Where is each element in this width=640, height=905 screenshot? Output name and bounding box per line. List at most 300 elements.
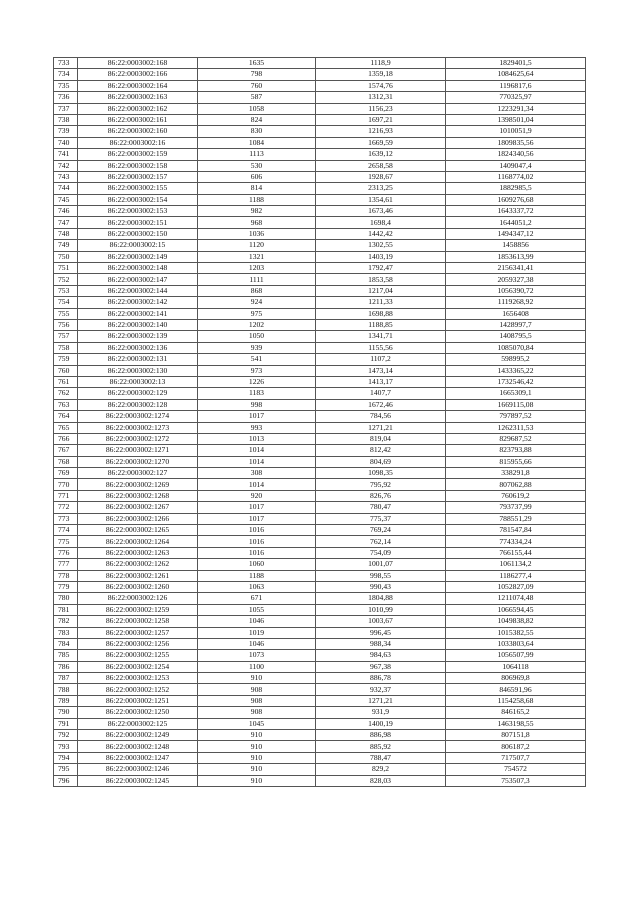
unit-value-cell: 1010,99 — [316, 604, 446, 615]
table-row — [54, 183, 586, 194]
table-row — [54, 342, 586, 353]
cadastral-value-cell: 2059327,38 — [446, 274, 586, 285]
cadastral-number-cell: 86:22:0003002:129 — [78, 388, 198, 399]
table-row — [54, 137, 586, 148]
area-cell: 910 — [198, 764, 316, 775]
table-row — [54, 673, 586, 684]
unit-value-cell: 1271,21 — [316, 422, 446, 433]
area-cell: 1113 — [198, 149, 316, 160]
unit-value-cell: 804,69 — [316, 456, 446, 467]
unit-value-cell: 1672,46 — [316, 399, 446, 410]
area-cell: 868 — [198, 285, 316, 296]
area-cell: 1036 — [198, 228, 316, 239]
table-row — [54, 752, 586, 763]
cadastral-value-cell: 766155,44 — [446, 547, 586, 558]
area-cell: 1063 — [198, 581, 316, 592]
cadastral-value-cell: 1211074,48 — [446, 593, 586, 604]
row-number-cell: 764 — [54, 411, 78, 422]
unit-value-cell: 1698,4 — [316, 217, 446, 228]
table-row — [54, 103, 586, 114]
cadastral-value-cell: 807151,8 — [446, 730, 586, 741]
row-number-cell: 754 — [54, 297, 78, 308]
cadastral-number-cell: 86:22:0003002:161 — [78, 114, 198, 125]
table-row — [54, 228, 586, 239]
row-number-cell: 738 — [54, 114, 78, 125]
table-row — [54, 126, 586, 137]
table-row — [54, 411, 586, 422]
table-row — [54, 217, 586, 228]
cadastral-number-cell: 86:22:0003002:130 — [78, 365, 198, 376]
area-cell: 671 — [198, 593, 316, 604]
cadastral-number-cell: 86:22:0003002:164 — [78, 80, 198, 91]
area-cell: 1202 — [198, 319, 316, 330]
unit-value-cell: 754,09 — [316, 547, 446, 558]
cadastral-number-cell: 86:22:0003002:1267 — [78, 502, 198, 513]
cadastral-value-cell: 1010051,9 — [446, 126, 586, 137]
area-cell: 1120 — [198, 240, 316, 251]
unit-value-cell: 1107,2 — [316, 354, 446, 365]
table-row — [54, 297, 586, 308]
area-cell: 1073 — [198, 650, 316, 661]
row-number-cell: 785 — [54, 650, 78, 661]
area-cell: 1188 — [198, 570, 316, 581]
unit-value-cell: 1302,55 — [316, 240, 446, 251]
cadastral-value-cell: 717507,7 — [446, 752, 586, 763]
cadastral-number-cell: 86:22:0003002:1247 — [78, 752, 198, 763]
cadastral-value-cell: 1056507,99 — [446, 650, 586, 661]
cadastral-value-cell: 1732546,42 — [446, 376, 586, 387]
row-number-cell: 751 — [54, 263, 78, 274]
row-number-cell: 778 — [54, 570, 78, 581]
cadastral-value-cell: 1196817,6 — [446, 80, 586, 91]
table-row — [54, 80, 586, 91]
cadastral-value-cell: 1428997,7 — [446, 319, 586, 330]
row-number-cell: 753 — [54, 285, 78, 296]
unit-value-cell: 819,04 — [316, 433, 446, 444]
row-number-cell: 763 — [54, 399, 78, 410]
unit-value-cell: 1341,71 — [316, 331, 446, 342]
cadastral-number-cell: 86:22:0003002:149 — [78, 251, 198, 262]
unit-value-cell: 1003,67 — [316, 616, 446, 627]
cadastral-number-cell: 86:22:0003002:1274 — [78, 411, 198, 422]
cadastral-value-cell: 1463198,55 — [446, 718, 586, 729]
cadastral-number-cell: 86:22:0003002:1268 — [78, 490, 198, 501]
table-body — [54, 58, 586, 787]
table-row — [54, 206, 586, 217]
row-number-cell: 740 — [54, 137, 78, 148]
cadastral-value-cell: 1064118 — [446, 661, 586, 672]
area-cell: 1203 — [198, 263, 316, 274]
cadastral-number-cell: 86:22:0003002:158 — [78, 160, 198, 171]
area-cell: 1046 — [198, 616, 316, 627]
table-row — [54, 627, 586, 638]
row-number-cell: 786 — [54, 661, 78, 672]
cadastral-number-cell: 86:22:0003002:144 — [78, 285, 198, 296]
row-number-cell: 789 — [54, 695, 78, 706]
cadastral-number-cell: 86:22:0003002:139 — [78, 331, 198, 342]
row-number-cell: 737 — [54, 103, 78, 114]
unit-value-cell: 967,38 — [316, 661, 446, 672]
unit-value-cell: 1188,85 — [316, 319, 446, 330]
table-row — [54, 422, 586, 433]
table-row — [54, 365, 586, 376]
unit-value-cell: 762,14 — [316, 536, 446, 547]
area-cell: 587 — [198, 92, 316, 103]
cadastral-value-cell: 1186277,4 — [446, 570, 586, 581]
unit-value-cell: 1155,56 — [316, 342, 446, 353]
table-row — [54, 376, 586, 387]
table-row — [54, 581, 586, 592]
unit-value-cell: 1271,21 — [316, 695, 446, 706]
cadastral-value-cell: 1033803,64 — [446, 638, 586, 649]
table-row — [54, 331, 586, 342]
cadastral-number-cell: 86:22:0003002:1250 — [78, 707, 198, 718]
unit-value-cell: 1312,31 — [316, 92, 446, 103]
cadastral-number-cell: 86:22:0003002:1245 — [78, 775, 198, 786]
cadastral-number-cell: 86:22:0003002:153 — [78, 206, 198, 217]
area-cell: 824 — [198, 114, 316, 125]
cadastral-value-cell: 1085070,84 — [446, 342, 586, 353]
cadastral-value-cell: 598995,2 — [446, 354, 586, 365]
table-row — [54, 559, 586, 570]
unit-value-cell: 1118,9 — [316, 58, 446, 69]
area-cell: 910 — [198, 752, 316, 763]
area-cell: 1016 — [198, 547, 316, 558]
cadastral-number-cell: 86:22:0003002:1270 — [78, 456, 198, 467]
unit-value-cell: 1804,88 — [316, 593, 446, 604]
cadastral-value-cell: 806969,8 — [446, 673, 586, 684]
cadastral-number-cell: 86:22:0003002:1273 — [78, 422, 198, 433]
table-row — [54, 274, 586, 285]
table-row — [54, 525, 586, 536]
unit-value-cell: 826,76 — [316, 490, 446, 501]
unit-value-cell: 996,45 — [316, 627, 446, 638]
cadastral-value-cell: 1643337,72 — [446, 206, 586, 217]
table-row — [54, 730, 586, 741]
row-number-cell: 769 — [54, 468, 78, 479]
area-cell: 1014 — [198, 479, 316, 490]
area-cell: 998 — [198, 399, 316, 410]
table-row — [54, 604, 586, 615]
cadastral-number-cell: 86:22:0003002:140 — [78, 319, 198, 330]
cadastral-value-cell: 846591,96 — [446, 684, 586, 695]
area-cell: 1046 — [198, 638, 316, 649]
unit-value-cell: 1792,47 — [316, 263, 446, 274]
table-row — [54, 650, 586, 661]
cadastral-value-cell: 829687,52 — [446, 433, 586, 444]
unit-value-cell: 1217,04 — [316, 285, 446, 296]
cadastral-number-cell: 86:22:0003002:150 — [78, 228, 198, 239]
cadastral-number-cell: 86:22:0003002:1261 — [78, 570, 198, 581]
row-number-cell: 743 — [54, 171, 78, 182]
area-cell: 1226 — [198, 376, 316, 387]
cadastral-number-cell: 86:22:0003002:126 — [78, 593, 198, 604]
row-number-cell: 758 — [54, 342, 78, 353]
cadastral-number-cell: 86:22:0003002:1248 — [78, 741, 198, 752]
unit-value-cell: 775,37 — [316, 513, 446, 524]
table-row — [54, 69, 586, 80]
table-row — [54, 593, 586, 604]
unit-value-cell: 886,78 — [316, 673, 446, 684]
row-number-cell: 794 — [54, 752, 78, 763]
table-row — [54, 456, 586, 467]
area-cell: 920 — [198, 490, 316, 501]
unit-value-cell: 784,56 — [316, 411, 446, 422]
cadastral-number-cell: 86:22:0003002:160 — [78, 126, 198, 137]
table-row — [54, 468, 586, 479]
table-row — [54, 684, 586, 695]
cadastral-number-cell: 86:22:0003002:1263 — [78, 547, 198, 558]
row-number-cell: 747 — [54, 217, 78, 228]
cadastral-number-cell: 86:22:0003002:13 — [78, 376, 198, 387]
area-cell: 1019 — [198, 627, 316, 638]
cadastral-number-cell: 86:22:0003002:166 — [78, 69, 198, 80]
table-row — [54, 114, 586, 125]
row-number-cell: 748 — [54, 228, 78, 239]
table-row — [54, 263, 586, 274]
cadastral-number-cell: 86:22:0003002:1264 — [78, 536, 198, 547]
row-number-cell: 765 — [54, 422, 78, 433]
cadastral-number-cell: 86:22:0003002:15 — [78, 240, 198, 251]
cadastral-value-cell: 753507,3 — [446, 775, 586, 786]
row-number-cell: 749 — [54, 240, 78, 251]
cadastral-value-cell: 1084625,64 — [446, 69, 586, 80]
row-number-cell: 791 — [54, 718, 78, 729]
cadastral-number-cell: 86:22:0003002:131 — [78, 354, 198, 365]
row-number-cell: 733 — [54, 58, 78, 69]
cadastral-number-cell: 86:22:0003002:125 — [78, 718, 198, 729]
unit-value-cell: 998,55 — [316, 570, 446, 581]
cadastral-value-cell: 1223291,34 — [446, 103, 586, 114]
cadastral-value-table — [53, 57, 586, 787]
cadastral-value-cell: 1015382,55 — [446, 627, 586, 638]
cadastral-value-cell: 754572 — [446, 764, 586, 775]
area-cell: 908 — [198, 695, 316, 706]
unit-value-cell: 1407,7 — [316, 388, 446, 399]
cadastral-value-cell: 1882985,5 — [446, 183, 586, 194]
area-cell: 1017 — [198, 411, 316, 422]
area-cell: 1084 — [198, 137, 316, 148]
area-cell: 1635 — [198, 58, 316, 69]
row-number-cell: 756 — [54, 319, 78, 330]
unit-value-cell: 2313,25 — [316, 183, 446, 194]
cadastral-number-cell: 86:22:0003002:163 — [78, 92, 198, 103]
row-number-cell: 792 — [54, 730, 78, 741]
cadastral-value-cell: 793737,99 — [446, 502, 586, 513]
cadastral-number-cell: 86:22:0003002:155 — [78, 183, 198, 194]
cadastral-value-cell: 1669115,08 — [446, 399, 586, 410]
area-cell: 1016 — [198, 525, 316, 536]
table-row — [54, 502, 586, 513]
cadastral-number-cell: 86:22:0003002:1253 — [78, 673, 198, 684]
cadastral-value-cell: 1154258,68 — [446, 695, 586, 706]
area-cell: 541 — [198, 354, 316, 365]
unit-value-cell: 1354,61 — [316, 194, 446, 205]
area-cell: 973 — [198, 365, 316, 376]
row-number-cell: 773 — [54, 513, 78, 524]
cadastral-value-cell: 1809835,56 — [446, 137, 586, 148]
table-row — [54, 570, 586, 581]
area-cell: 1016 — [198, 536, 316, 547]
table-row — [54, 616, 586, 627]
area-cell: 1017 — [198, 502, 316, 513]
unit-value-cell: 769,24 — [316, 525, 446, 536]
cadastral-value-cell: 1824340,56 — [446, 149, 586, 160]
area-cell: 939 — [198, 342, 316, 353]
cadastral-value-cell: 815955,66 — [446, 456, 586, 467]
unit-value-cell: 1413,17 — [316, 376, 446, 387]
unit-value-cell: 1639,12 — [316, 149, 446, 160]
unit-value-cell: 1473,14 — [316, 365, 446, 376]
cadastral-value-cell: 781547,84 — [446, 525, 586, 536]
unit-value-cell: 2658,58 — [316, 160, 446, 171]
table-row — [54, 741, 586, 752]
table-row — [54, 718, 586, 729]
cadastral-number-cell: 86:22:0003002:1272 — [78, 433, 198, 444]
cadastral-number-cell: 86:22:0003002:1252 — [78, 684, 198, 695]
area-cell: 910 — [198, 775, 316, 786]
area-cell: 308 — [198, 468, 316, 479]
unit-value-cell: 1673,46 — [316, 206, 446, 217]
cadastral-number-cell: 86:22:0003002:1249 — [78, 730, 198, 741]
row-number-cell: 784 — [54, 638, 78, 649]
row-number-cell: 777 — [54, 559, 78, 570]
area-cell: 1100 — [198, 661, 316, 672]
cadastral-value-cell: 1398501,04 — [446, 114, 586, 125]
row-number-cell: 780 — [54, 593, 78, 604]
area-cell: 910 — [198, 673, 316, 684]
area-cell: 814 — [198, 183, 316, 194]
unit-value-cell: 812,42 — [316, 445, 446, 456]
row-number-cell: 771 — [54, 490, 78, 501]
cadastral-number-cell: 86:22:0003002:141 — [78, 308, 198, 319]
cadastral-value-cell: 1052827,09 — [446, 581, 586, 592]
row-number-cell: 762 — [54, 388, 78, 399]
unit-value-cell: 1211,33 — [316, 297, 446, 308]
table-row — [54, 58, 586, 69]
table-row — [54, 171, 586, 182]
row-number-cell: 793 — [54, 741, 78, 752]
cadastral-value-cell: 1056390,72 — [446, 285, 586, 296]
cadastral-number-cell: 86:22:0003002:1266 — [78, 513, 198, 524]
row-number-cell: 734 — [54, 69, 78, 80]
cadastral-number-cell: 86:22:0003002:157 — [78, 171, 198, 182]
cadastral-value-cell: 1061134,2 — [446, 559, 586, 570]
area-cell: 1045 — [198, 718, 316, 729]
cadastral-value-cell: 797897,52 — [446, 411, 586, 422]
table-row — [54, 399, 586, 410]
cadastral-value-cell: 1409047,4 — [446, 160, 586, 171]
table-row — [54, 547, 586, 558]
area-cell: 830 — [198, 126, 316, 137]
area-cell: 1013 — [198, 433, 316, 444]
table-row — [54, 638, 586, 649]
row-number-cell: 759 — [54, 354, 78, 365]
cadastral-value-cell: 2156341,41 — [446, 263, 586, 274]
area-cell: 798 — [198, 69, 316, 80]
row-number-cell: 744 — [54, 183, 78, 194]
unit-value-cell: 1098,35 — [316, 468, 446, 479]
unit-value-cell: 795,92 — [316, 479, 446, 490]
area-cell: 982 — [198, 206, 316, 217]
cadastral-value-cell: 774334,24 — [446, 536, 586, 547]
table-row — [54, 536, 586, 547]
row-number-cell: 779 — [54, 581, 78, 592]
row-number-cell: 796 — [54, 775, 78, 786]
area-cell: 606 — [198, 171, 316, 182]
row-number-cell: 781 — [54, 604, 78, 615]
cadastral-value-cell: 806187,2 — [446, 741, 586, 752]
row-number-cell: 776 — [54, 547, 78, 558]
row-number-cell: 741 — [54, 149, 78, 160]
cadastral-number-cell: 86:22:0003002:159 — [78, 149, 198, 160]
area-cell: 993 — [198, 422, 316, 433]
cadastral-value-cell: 338291,8 — [446, 468, 586, 479]
cadastral-number-cell: 86:22:0003002:1257 — [78, 627, 198, 638]
table-row — [54, 490, 586, 501]
cadastral-number-cell: 86:22:0003002:1254 — [78, 661, 198, 672]
row-number-cell: 768 — [54, 456, 78, 467]
table-row — [54, 764, 586, 775]
cadastral-value-cell: 823793,88 — [446, 445, 586, 456]
row-number-cell: 790 — [54, 707, 78, 718]
unit-value-cell: 1403,19 — [316, 251, 446, 262]
table-row — [54, 354, 586, 365]
cadastral-value-cell: 1853613,99 — [446, 251, 586, 262]
unit-value-cell: 1001,07 — [316, 559, 446, 570]
row-number-cell: 757 — [54, 331, 78, 342]
area-cell: 1055 — [198, 604, 316, 615]
cadastral-number-cell: 86:22:0003002:1265 — [78, 525, 198, 536]
cadastral-value-cell: 770325,97 — [446, 92, 586, 103]
cadastral-value-cell: 1458856 — [446, 240, 586, 251]
area-cell: 910 — [198, 741, 316, 752]
area-cell: 924 — [198, 297, 316, 308]
row-number-cell: 782 — [54, 616, 78, 627]
cadastral-number-cell: 86:22:0003002:1255 — [78, 650, 198, 661]
row-number-cell: 788 — [54, 684, 78, 695]
cadastral-value-cell: 1066594,45 — [446, 604, 586, 615]
table-row — [54, 775, 586, 786]
cadastral-value-cell: 1665309,1 — [446, 388, 586, 399]
unit-value-cell: 1400,19 — [316, 718, 446, 729]
row-number-cell: 735 — [54, 80, 78, 91]
row-number-cell: 736 — [54, 92, 78, 103]
unit-value-cell: 886,98 — [316, 730, 446, 741]
area-cell: 975 — [198, 308, 316, 319]
unit-value-cell: 1574,76 — [316, 80, 446, 91]
unit-value-cell: 788,47 — [316, 752, 446, 763]
cadastral-value-cell: 1408795,5 — [446, 331, 586, 342]
row-number-cell: 770 — [54, 479, 78, 490]
cadastral-value-cell: 1609276,68 — [446, 194, 586, 205]
unit-value-cell: 990,43 — [316, 581, 446, 592]
table-row — [54, 194, 586, 205]
unit-value-cell: 1359,18 — [316, 69, 446, 80]
area-cell: 1188 — [198, 194, 316, 205]
table-row — [54, 388, 586, 399]
table-row — [54, 479, 586, 490]
area-cell: 1050 — [198, 331, 316, 342]
area-cell: 1111 — [198, 274, 316, 285]
unit-value-cell: 1853,58 — [316, 274, 446, 285]
cadastral-number-cell: 86:22:0003002:1256 — [78, 638, 198, 649]
area-cell: 1183 — [198, 388, 316, 399]
row-number-cell: 746 — [54, 206, 78, 217]
row-number-cell: 760 — [54, 365, 78, 376]
area-cell: 910 — [198, 730, 316, 741]
row-number-cell: 772 — [54, 502, 78, 513]
